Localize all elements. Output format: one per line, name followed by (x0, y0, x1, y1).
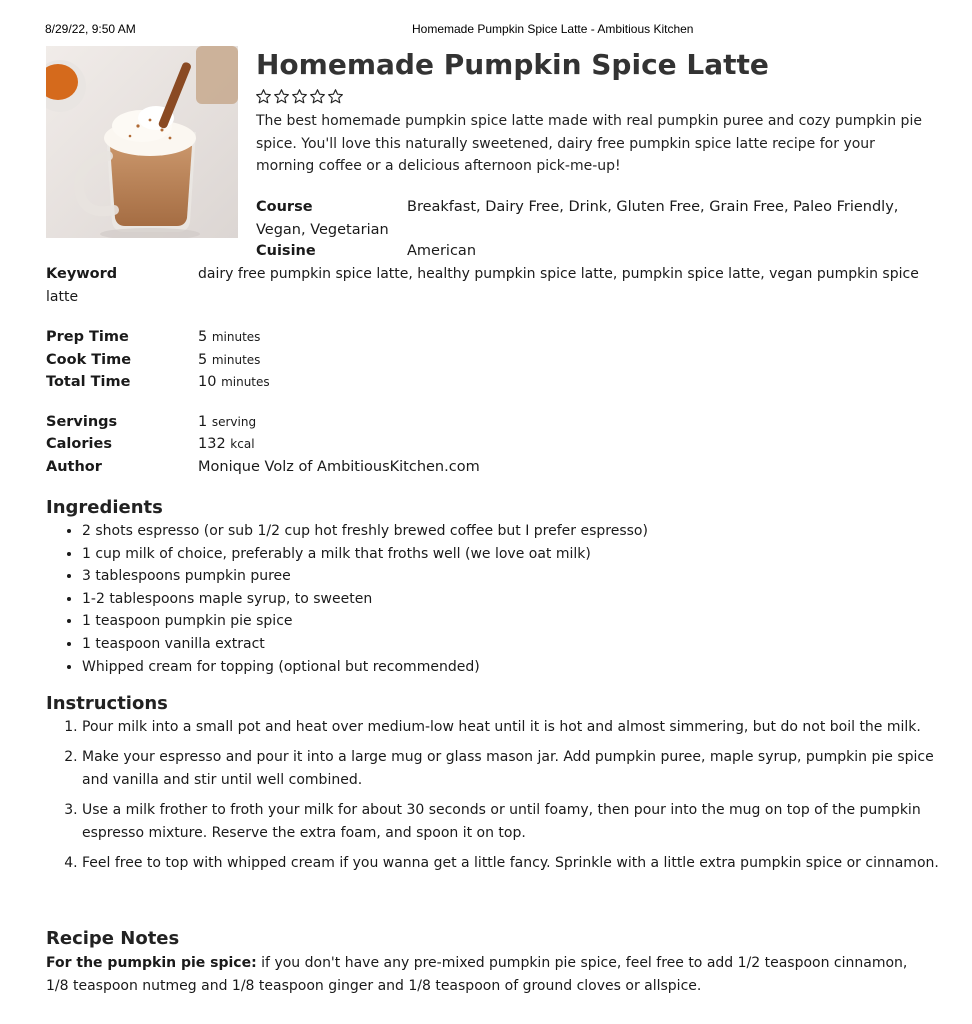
recipe-title: Homemade Pumpkin Spice Latte (256, 48, 769, 81)
star-outline-icon[interactable] (273, 88, 290, 105)
ingredient-item: • 1 teaspoon pumpkin pie spice (82, 610, 962, 633)
meta-total-value: 10 (198, 374, 217, 390)
instruction-step: 1. Pour milk into a small pot and heat over medium-low heat until it is hot and almost simmering, but do not boil the milk. (82, 716, 962, 739)
latte-photo (46, 46, 238, 238)
star-outline-icon[interactable] (327, 88, 344, 105)
meta-cook-value: 5 (198, 352, 208, 368)
meta-cook-unit: minutes (211, 353, 261, 367)
meta-author-value: Monique Volz of AmbitiousKitchen.com (198, 459, 480, 475)
ingredient-item: • 2 shots espresso (or sub 1/2 cup hot freshly brewed coffee but I prefer espresso) (82, 520, 962, 543)
print-date: 8/29/22, 9:50 AM (45, 22, 136, 36)
instruction-step: 4. Feel free to top with whipped cream if you wanna get a little fancy. Sprinkle with a little extra pumpkin spice or cinnamon. (82, 852, 962, 875)
ingredient-item: • 1 teaspoon vanilla extract (82, 633, 962, 656)
meta-cook-label: Cook Time (46, 352, 132, 368)
print-header (0, 22, 972, 38)
meta-servings-label: Servings (46, 414, 118, 430)
meta-total-time (46, 371, 446, 394)
meta-calories-label: Calories (46, 436, 112, 452)
notes-heading: Recipe Notes (46, 928, 180, 949)
meta-prep-time (46, 326, 446, 349)
ingredient-item: • 1 cup milk of choice, preferably a milk that froths well (we love oat milk) (82, 543, 962, 566)
rating-stars[interactable] (255, 88, 344, 105)
instruction-step: 3. Use a milk frother to froth your milk for about 30 seconds or until foamy, then pour into the mug on top of the pumpkin espresso mixture. Reserve the extra foam, and spoon it on top. (82, 799, 962, 845)
instructions-heading: Instructions (46, 693, 168, 714)
ingredient-item: • Whipped cream for topping (optional but recommended) (82, 656, 962, 679)
meta-cook-time (46, 349, 446, 372)
meta-calories-value: 132 (198, 436, 226, 452)
instruction-step: 2. Make your espresso and pour it into a large mug or glass mason jar. Add pumpkin puree, maple syrup, pumpkin pie spice and vanilla and stir until well combined. (82, 746, 962, 792)
meta-total-label: Total Time (46, 374, 131, 390)
meta-cuisine (256, 240, 916, 263)
meta-calories-unit: kcal (230, 437, 255, 451)
meta-cuisine-label: Cuisine (256, 243, 316, 259)
meta-course-label: Course (256, 199, 313, 215)
meta-calories (46, 433, 446, 456)
meta-author (46, 456, 646, 479)
meta-servings-unit: serving (211, 415, 257, 429)
meta-keyword-label: Keyword (46, 266, 118, 282)
latte-photo-icon (46, 46, 238, 238)
meta-prep-label: Prep Time (46, 329, 129, 345)
star-outline-icon[interactable] (255, 88, 272, 105)
print-doc-title: Homemade Pumpkin Spice Latte - Ambitious Kitchen (412, 22, 694, 36)
meta-servings (46, 411, 446, 434)
meta-course (256, 196, 916, 241)
recipe-summary: The best homemade pumpkin spice latte made with real pumpkin puree and cozy pumpkin pie spice. You'll love this naturally sweetened, dairy free pumpkin spice latte recipe for your morning coffee or a delicious afternoon pick-me-up! (256, 113, 922, 174)
meta-prep-value: 5 (198, 329, 208, 345)
star-outline-icon[interactable] (291, 88, 308, 105)
star-outline-icon[interactable] (309, 88, 326, 105)
instructions-list (46, 716, 962, 882)
meta-course-value: Breakfast, Dairy Free, Drink, Gluten Free, Grain Free, Paleo Friendly, Vegan, Vegetarian (256, 199, 899, 238)
meta-keyword-value: dairy free pumpkin spice latte, healthy pumpkin spice latte, pumpkin spice latte, vegan pumpkin spice latte (46, 266, 919, 305)
ingredients-list (46, 520, 962, 678)
recipe-notes (46, 952, 926, 998)
meta-cuisine-value: American (407, 243, 477, 259)
meta-total-unit: minutes (221, 375, 270, 389)
ingredient-item: • 1-2 tablespoons maple syrup, to sweeten (82, 588, 962, 611)
meta-prep-unit: minutes (211, 330, 261, 344)
notes-lead: For the pumpkin pie spice: (46, 955, 257, 971)
ingredient-item: • 3 tablespoons pumpkin puree (82, 565, 962, 588)
notes-text: if you don't have any pre-mixed pumpkin pie spice, feel free to add 1/2 teaspoon cinnamon, 1/8 teaspoon nutmeg and 1/8 teaspoon ginger and 1/8 teaspoon of ground cloves or allspice. (46, 955, 908, 994)
ingredients-heading: Ingredients (46, 497, 163, 518)
meta-author-label: Author (46, 459, 102, 475)
meta-keyword (46, 263, 936, 308)
meta-servings-value: 1 (198, 414, 208, 430)
